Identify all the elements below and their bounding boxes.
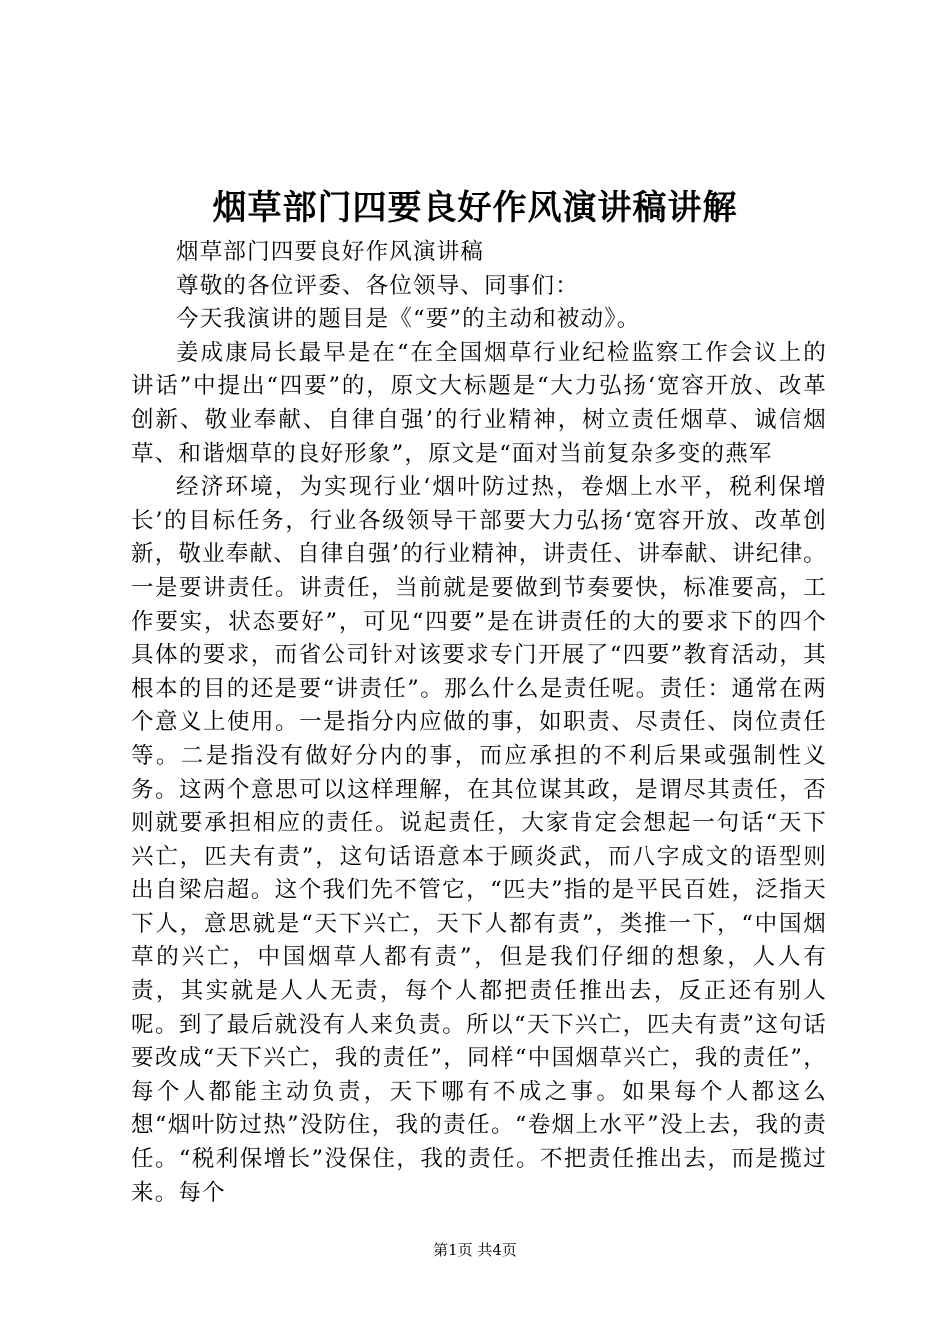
page-footer: 第1页 共4页 [433,1241,517,1259]
paragraph: 经济环境，为实现行业‘烟叶防过热，卷烟上水平，税利保增长’的目标任务，行业各级领导干部要大力弘扬‘宽容开放、改革创新，敬业奉献、自律自强’的行业精神，讲责任、讲奉献、讲纪律。一是要讲责任。讲责任，当前就是要做到节奏要快，标准要高，工作要实，状态要好”，可见“四要”是在讲责任的大的要求下的四个具体的要求，而省公司针对该要求专门开展了“四要”教育活动，其根本的目的还是要“讲责任”。那么什么是责任呢。责任：通常在两个意义上使用。一是指分内应做的事，如职责、尽责任、岗位责任等。二是指没有做好分内的事，而应承担的不利后果或强制性义务。这两个意思可以这样理解，在其位谋其政，是谓尽其责任，否则就要承担相应的责任。说起责任，大家肯定会想起一句话“天下兴亡，匹夫有责”，这句话语意本于顾炎武，而八字成文的语型则出自梁启超。这个我们先不管它，“匹夫”指的是平民百姓，泛指天下人，意思就是“天下兴亡，天下人都有责”，类推一下，“中国烟草的兴亡，中国烟草人都有责”，但是我们仔细的想象，人人有责，其实就是人人无责，每个人都把责任推出去，反正还有别人呢。到了最后就没有人来负责。所以“天下兴亡，匹夫有责”这句话要改成“天下兴亡，我的责任”，同样“中国烟草兴亡，我的责任”，每个人都能主动负责，天下哪有不成之事。如果每个人都这么想“烟叶防过热”没防住，我的责任。“卷烟上水平”没上去，我的责任。“税利保增长”没保住，我的责任。不把责任推出去，而是揽过来。每个 [131,474,827,1206]
paragraph: 烟草部门四要良好作风演讲稿 [176,239,485,265]
paragraph: 尊敬的各位评委、各位领导、同事们： [176,272,579,299]
document-title: 烟草部门四要良好作风演讲稿讲解 [212,188,738,228]
paragraph: 姜成康局长最早是在“在全国烟草行业纪检监察工作会议上的讲话”中提出“四要”的，原文大标题是“大力弘扬‘宽容开放、改革创新、敬业奉献、自律自强’的行业精神，树立责任烟草、诚信烟草、和谐烟草的良好形象”，原文是“面对当前复杂多变的燕军 [131,339,827,467]
paragraph: 今天我演讲的题目是《“要”的主动和被动》。 [176,306,641,333]
document-body [131,236,827,1210]
